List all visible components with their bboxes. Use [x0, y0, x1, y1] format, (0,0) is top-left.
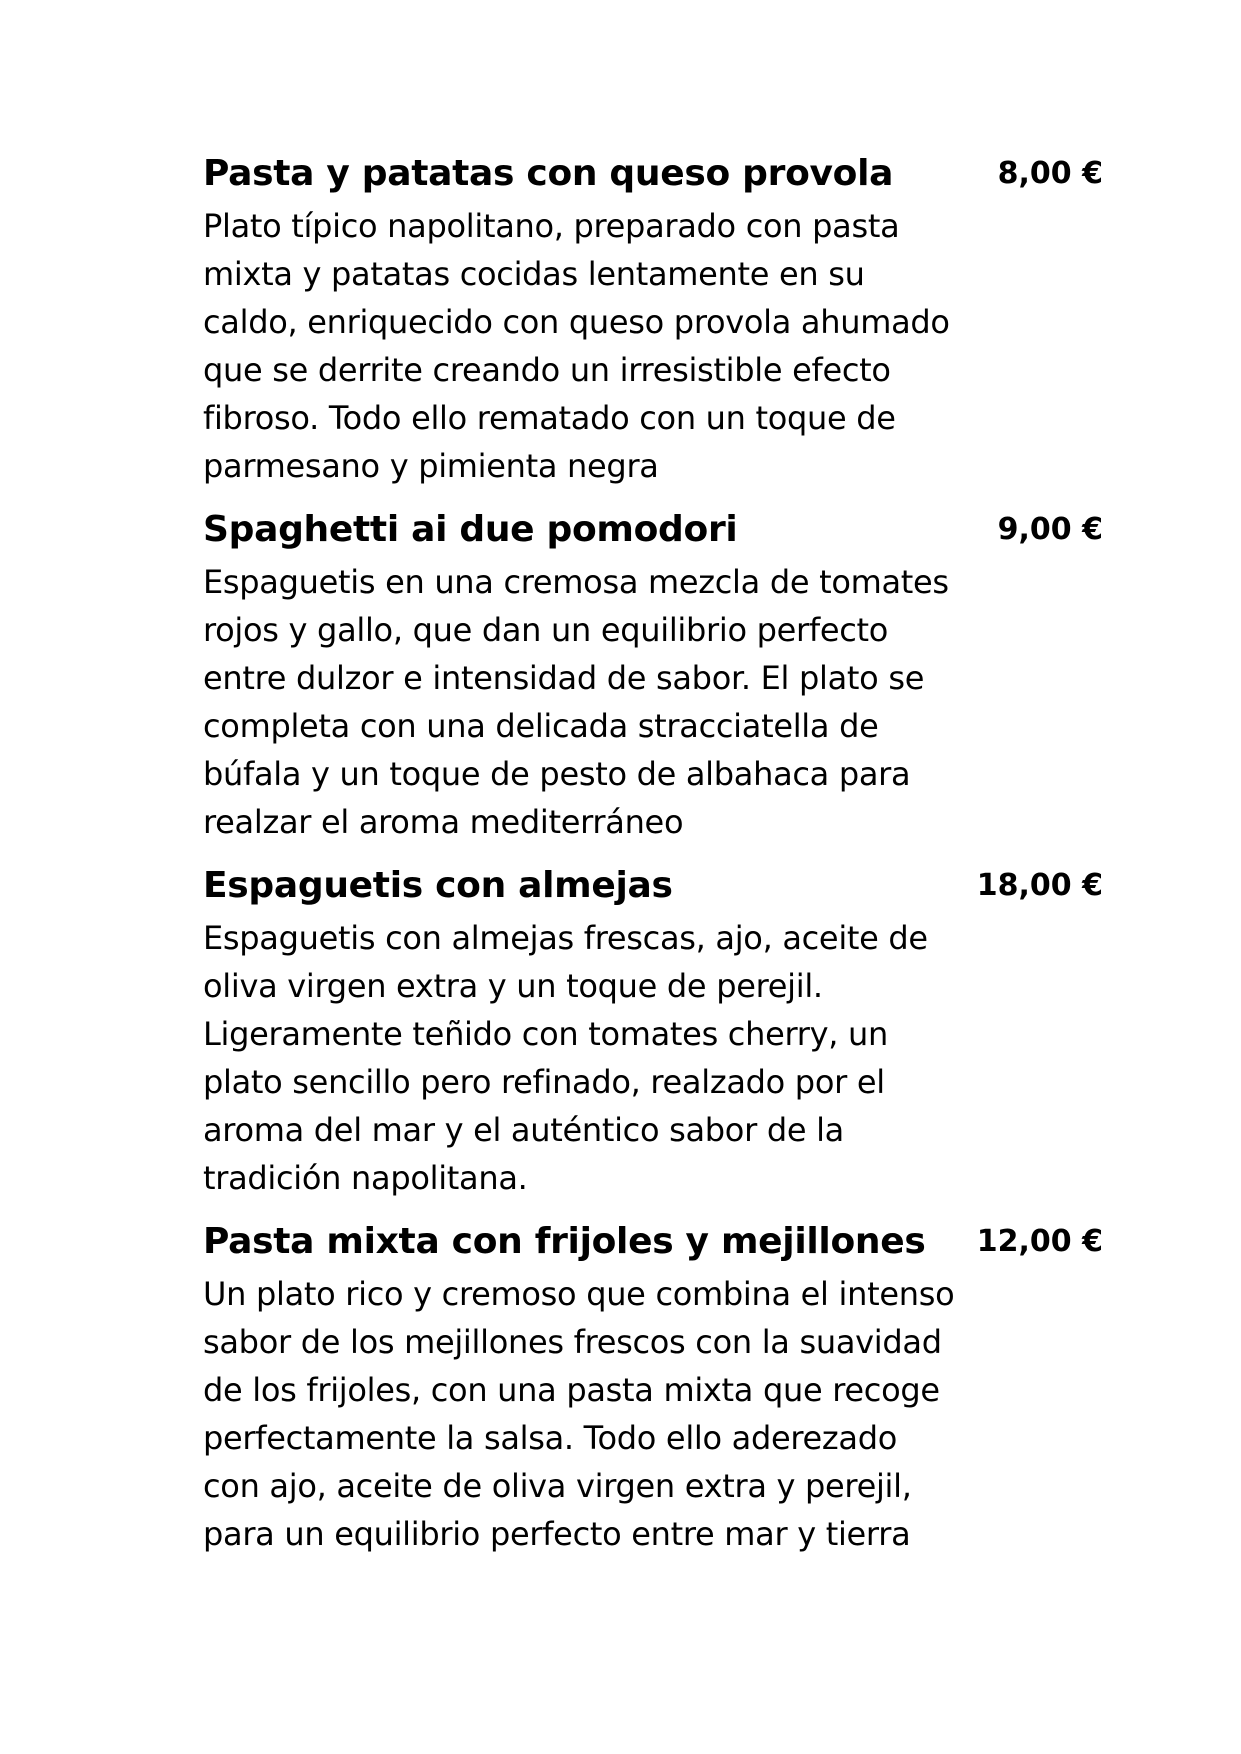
description-line: Un plato rico y cremoso que combina el intenso	[203, 1275, 955, 1313]
description-line: caldo, enriquecido con queso provola ahumado	[203, 303, 950, 341]
description-line: realzar el aroma mediterráneo	[203, 803, 684, 841]
menu-item	[203, 506, 1103, 862]
description-line: Plato típico napolitano, preparado con pasta	[203, 207, 900, 245]
description-line: con ajo, aceite de oliva virgen extra y perejil,	[203, 1467, 912, 1505]
menu-item	[203, 862, 1103, 1218]
description-line: plato sencillo pero refinado, realzado por el	[203, 1063, 885, 1101]
description-line: tradición napolitana.	[203, 1159, 528, 1197]
dish-price: 18,00 €	[976, 868, 1103, 903]
dish-description	[203, 202, 950, 490]
dish-description	[203, 914, 943, 1202]
dish-title: Spaghetti ai due pomodori	[203, 509, 738, 550]
description-line: que se derrite creando un irresistible efecto	[203, 351, 891, 389]
description-line: sabor de los mejillones frescos con la suavidad	[203, 1323, 942, 1361]
description-line: Espaguetis con almejas frescas, ajo, aceite de	[203, 919, 928, 957]
description-line: de los frijoles, con una pasta mixta que recoge	[203, 1371, 940, 1409]
dish-title: Espaguetis con almejas	[203, 865, 673, 906]
dish-description	[203, 1270, 955, 1558]
menu-item	[203, 1218, 1103, 1574]
dish-title: Pasta mixta con frijoles y mejillones	[203, 1221, 926, 1262]
menu-item	[203, 150, 1103, 506]
description-line: Ligeramente teñido con tomates cherry, un	[203, 1015, 888, 1053]
description-line: búfala y un toque de pesto de albahaca para	[203, 755, 911, 793]
dish-description	[203, 558, 949, 846]
dish-price: 12,00 €	[976, 1224, 1103, 1259]
description-line: entre dulzor e intensidad de sabor. El plato se	[203, 659, 925, 697]
description-line: fibroso. Todo ello rematado con un toque de	[203, 399, 896, 437]
description-line: rojos y gallo, que dan un equilibrio perfecto	[203, 611, 889, 649]
dish-price: 9,00 €	[997, 512, 1103, 547]
description-line: aroma del mar y el auténtico sabor de la	[203, 1111, 844, 1149]
description-line: perfectamente la salsa. Todo ello aderezado	[203, 1419, 897, 1457]
description-line: mixta y patatas cocidas lentamente en su	[203, 255, 865, 293]
description-line: Espaguetis en una cremosa mezcla de tomates	[203, 563, 949, 601]
dish-price: 8,00 €	[997, 156, 1103, 191]
menu-page	[203, 150, 1103, 1574]
description-line: completa con una delicada stracciatella de	[203, 707, 879, 745]
description-line: para un equilibrio perfecto entre mar y tierra	[203, 1515, 911, 1553]
description-line: parmesano y pimienta negra	[203, 447, 659, 485]
dish-title: Pasta y patatas con queso provola	[203, 153, 894, 194]
description-line: oliva virgen extra y un toque de perejil.	[203, 967, 823, 1005]
